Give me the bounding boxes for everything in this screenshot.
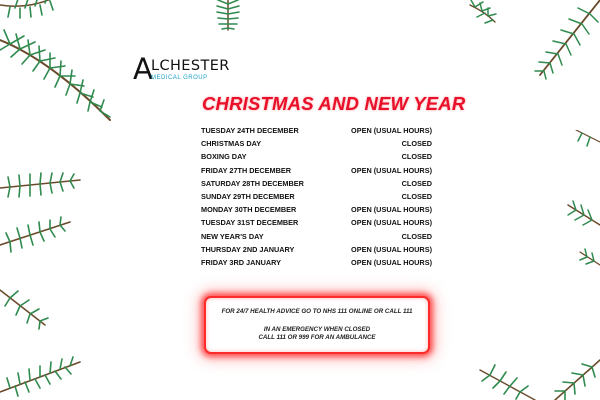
schedule-status: CLOSED [401,178,432,188]
schedule-status: OPEN (USUAL HOURS) [351,244,432,254]
schedule-row [201,216,432,229]
schedule-day: MONDAY 30TH DECEMBER [201,205,297,215]
alchester-medical-group-logo [133,52,230,88]
schedule-status: OPEN (USUAL HOURS) [351,165,432,175]
fir-branch-icon [0,0,140,130]
schedule-row [201,124,432,137]
fir-branch-icon [200,0,260,35]
fir-branch-icon [440,0,600,80]
logo-wordmark: LCHESTER [151,58,230,74]
schedule-status: CLOSED [401,152,432,162]
schedule-row [201,256,432,269]
emergency-notice-box [204,296,430,354]
schedule-row [201,164,432,177]
schedule-day: THURSDAY 2ND JANUARY [201,244,295,254]
schedule-row [201,137,432,150]
schedule-day: SATURDAY 28TH DECEMBER [201,178,304,188]
schedule-day: FRIDAY 27TH DECEMBER [201,165,292,175]
fir-branch-icon [470,330,600,400]
fir-branch-icon [0,280,90,400]
schedule-row [201,243,432,256]
schedule-status: OPEN (USUAL HOURS) [351,218,432,228]
logo-subtitle: MEDICAL GROUP [151,75,208,81]
schedule-row [201,230,432,243]
schedule-status: OPEN (USUAL HOURS) [351,257,432,267]
schedule-day: TUESDAY 24TH DECEMBER [201,126,299,135]
schedule-row [201,190,432,203]
schedule-status: CLOSED [401,231,432,241]
schedule-day: FRIDAY 3RD JANUARY [201,257,282,267]
notice-emergency-line: IN AN EMERGENCY WHEN CLOSED [263,326,371,333]
schedule-day: CHRISTMAS DAY [201,139,262,149]
schedule-status: CLOSED [401,139,432,149]
fir-branch-icon [0,150,90,260]
schedule-row [201,177,432,190]
page-title: CHRISTMAS AND NEW YEAR [202,93,466,114]
schedule-status: OPEN (USUAL HOURS) [351,205,432,215]
opening-hours-list [201,124,432,269]
schedule-status: CLOSED [401,191,432,201]
schedule-row [201,203,432,216]
notice-ambulance-line: CALL 111 OR 999 FOR AN AMBULANCE [258,334,376,341]
schedule-row [201,150,432,163]
schedule-day: BOXING DAY [201,152,247,162]
schedule-day: TUESDAY 31ST DECEMBER [201,218,299,228]
schedule-status: OPEN (USUAL HOURS) [351,126,432,135]
schedule-day: NEW YEAR'S DAY [201,231,264,241]
notice-nhs-111-line: FOR 24/7 HEALTH ADVICE GO TO NHS 111 ONLINE OR CALL 111 [221,308,413,315]
schedule-day: SUNDAY 29TH DECEMBER [201,191,295,201]
logo-initial: A [133,52,153,86]
fir-branch-icon [540,130,600,300]
